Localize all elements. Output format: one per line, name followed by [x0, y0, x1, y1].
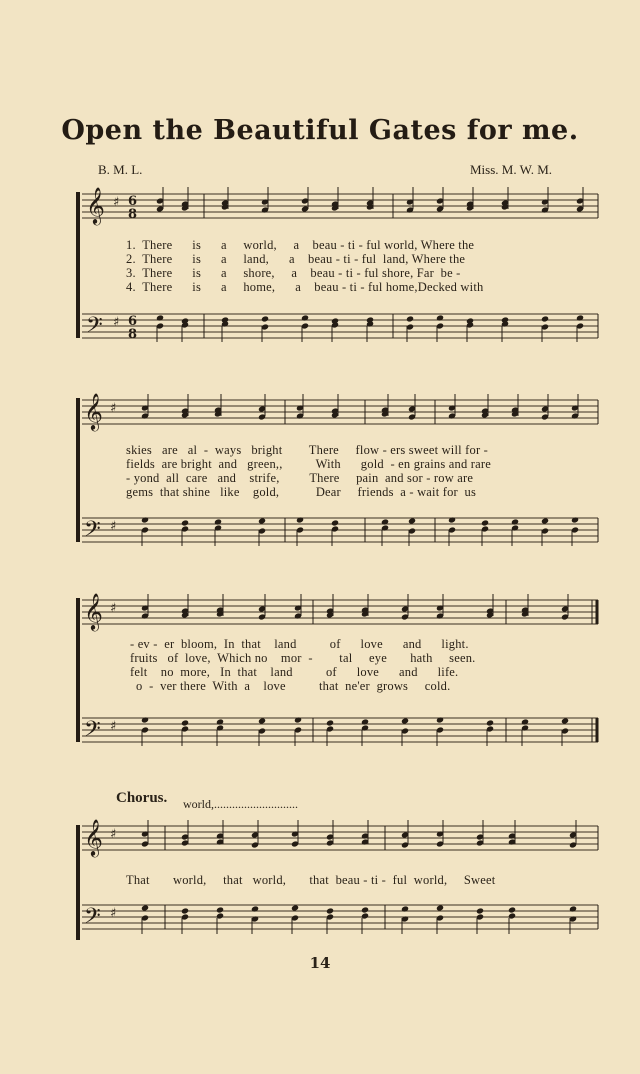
music-credit: Miss. M. W. M. — [470, 162, 552, 177]
note-head — [258, 717, 266, 724]
treble-staff — [82, 400, 598, 424]
lyric-line: 3. There is a shore, a beau - ti - ful shore, Far be - — [126, 266, 461, 280]
time-signature-top: 6 — [128, 314, 138, 329]
chorus-label: Chorus. — [116, 790, 168, 806]
words-credit: B. M. L. — [98, 162, 143, 177]
note-head — [486, 719, 494, 726]
key-sharp-icon: ♯ — [110, 719, 117, 734]
key-sharp-icon: ♯ — [113, 195, 120, 210]
lyric-line: That world, that world, that beau - ti - ful world, Sweet — [126, 873, 496, 887]
note-head — [181, 907, 189, 914]
time-signature-top: 6 — [128, 194, 138, 209]
lyric-line: - yond all care and strife, There pain and sor - row are — [126, 471, 474, 485]
note-head — [326, 907, 334, 914]
bass-staff — [82, 905, 598, 929]
lyric-line: gems that shine like gold, Dear friends a - wait for us — [126, 485, 477, 499]
chorus-hint: world,............................ — [183, 797, 298, 811]
treble-staff — [82, 600, 598, 624]
lyric-line: 1. There is a world, a beau - ti - ful world, Where the — [126, 238, 475, 252]
note-head — [401, 717, 409, 724]
note-head — [481, 519, 489, 526]
note-head — [291, 904, 299, 911]
key-sharp-icon: ♯ — [110, 906, 117, 921]
treble-staff — [82, 194, 598, 218]
bass-staff — [82, 718, 598, 742]
lyric-line: fields are bright and green,, With gold - en grains and rare — [126, 457, 491, 471]
key-sharp-icon: ♯ — [110, 827, 117, 842]
treble-staff — [82, 826, 598, 850]
note-head — [408, 517, 416, 524]
lyric-line: 4. There is a home, a beau - ti - ful home,Decked with — [126, 280, 484, 294]
treble-clef-icon: 𝄞 — [86, 186, 105, 224]
bass-staff — [82, 518, 598, 542]
note-head — [261, 315, 269, 322]
bass-clef-icon: 𝄢 — [84, 717, 101, 747]
note-head — [326, 719, 334, 726]
time-signature-bottom: 8 — [128, 207, 138, 222]
treble-clef-icon: 𝄞 — [84, 818, 103, 856]
lyric-line: fruits of love, Which no mor - tal eye hath seen. — [130, 651, 476, 665]
bass-clef-icon: 𝄢 — [84, 517, 101, 547]
note-head — [258, 517, 266, 524]
note-head — [541, 315, 549, 322]
note-head — [436, 904, 444, 911]
treble-clef-icon: 𝄞 — [84, 592, 103, 630]
bass-clef-icon: 𝄢 — [84, 904, 101, 934]
key-sharp-icon: ♯ — [110, 519, 117, 534]
page-number: 14 — [309, 954, 331, 972]
key-sharp-icon: ♯ — [110, 601, 117, 616]
lyric-line: 2. There is a land, a beau - ti - ful land, Where the — [126, 252, 466, 266]
note-head — [406, 315, 414, 322]
note-head — [181, 719, 189, 726]
hymn-title: Open the Beautiful Gates for me. — [61, 115, 579, 146]
note-head — [541, 517, 549, 524]
bass-clef-icon: 𝄢 — [86, 313, 103, 343]
lyric-line: - ev - er bloom, In that land of love and light. — [130, 637, 469, 651]
time-signature-bottom: 8 — [128, 327, 138, 342]
lyric-line: felt no more, In that land of love and life. — [130, 665, 459, 679]
key-sharp-icon: ♯ — [110, 401, 117, 416]
note-head — [141, 904, 149, 911]
note-head — [216, 906, 224, 913]
treble-clef-icon: 𝄞 — [84, 392, 103, 430]
note-head — [181, 519, 189, 526]
note-head — [361, 906, 369, 913]
note-head — [561, 717, 569, 724]
note-head — [331, 519, 339, 526]
key-sharp-icon: ♯ — [113, 315, 120, 330]
note-head — [508, 906, 516, 913]
note-head — [476, 907, 484, 914]
lyric-line: skies are al - ways bright There flow - ers sweet will for - — [126, 443, 489, 457]
lyric-line: o - ver there With a love that ne'er grows cold. — [136, 679, 451, 693]
